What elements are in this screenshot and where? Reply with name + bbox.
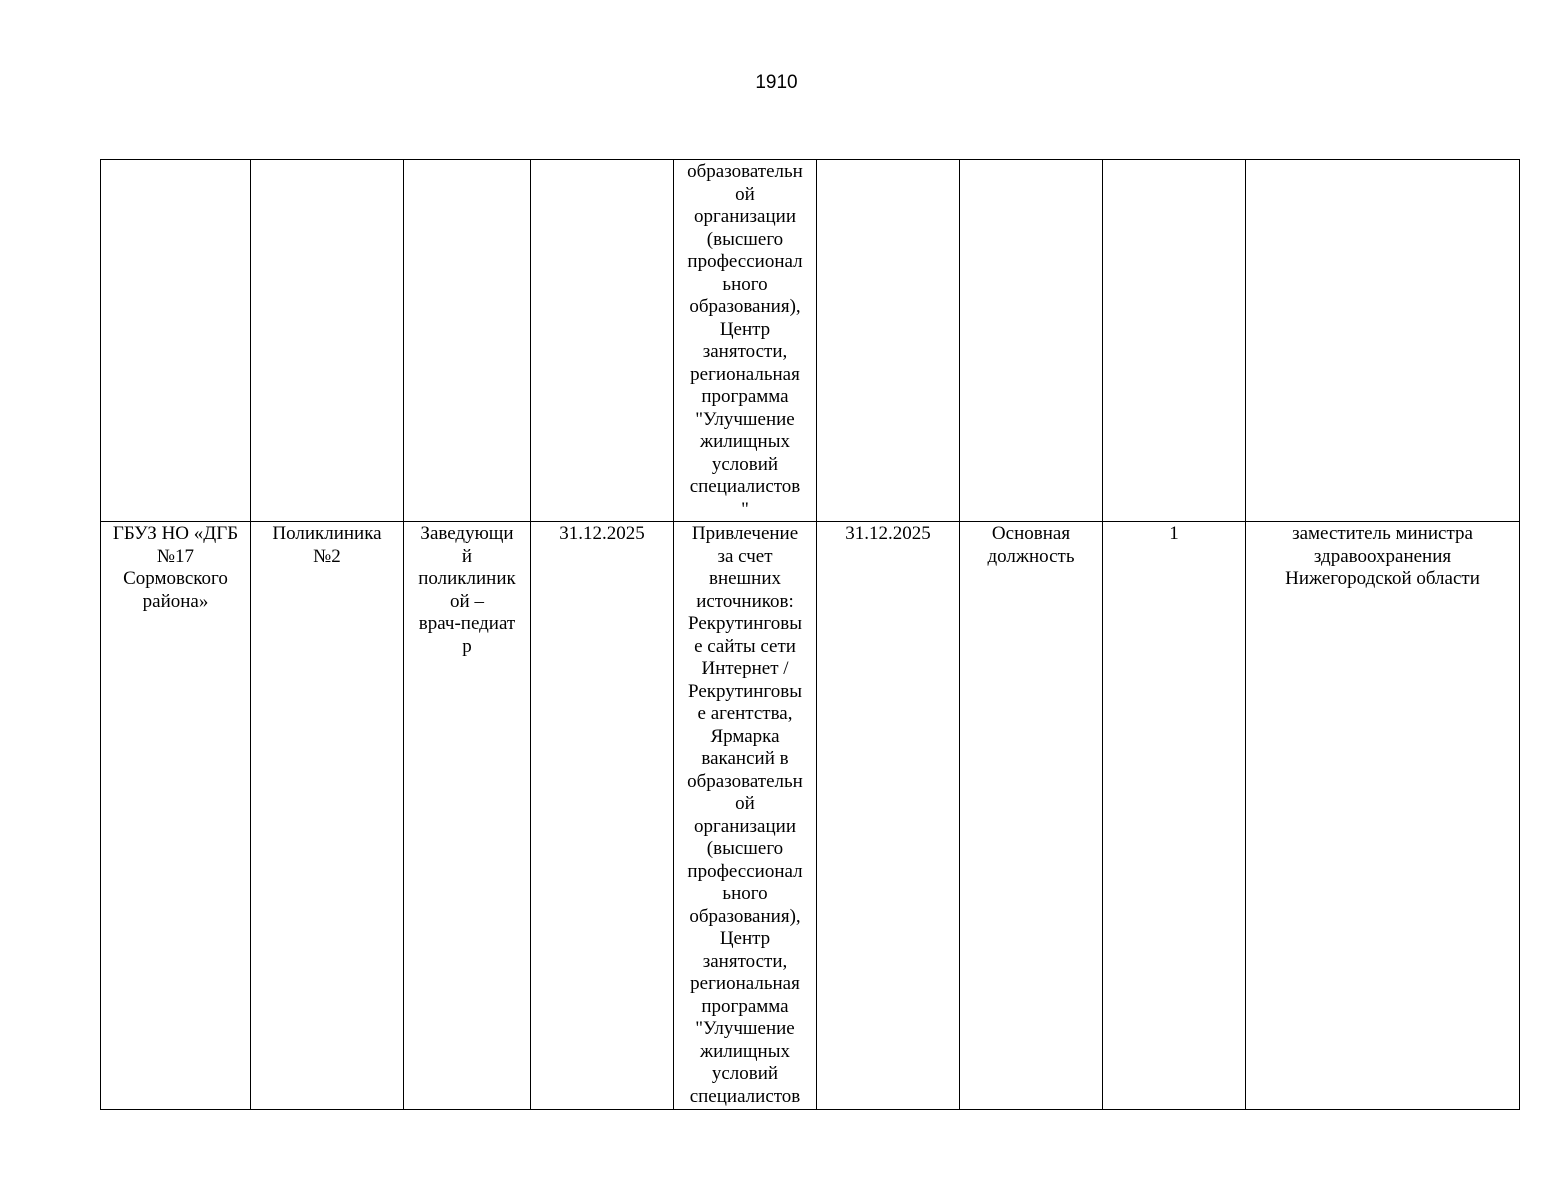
cell-deadline <box>817 160 960 522</box>
cell-responsible <box>1246 160 1520 522</box>
cell-organization <box>101 160 251 522</box>
cell-employment-type <box>960 160 1103 522</box>
page-number: 1910 <box>755 72 798 93</box>
cell-count: 1 <box>1103 522 1246 1110</box>
cell-position: Заведующи й поликлиник ой – врач-педиат р <box>404 522 531 1110</box>
cell-date: 31.12.2025 <box>531 522 674 1110</box>
cell-responsible: заместитель министра здравоохранения Нижегородской области <box>1246 522 1520 1110</box>
cell-date <box>531 160 674 522</box>
cell-department <box>251 160 404 522</box>
cell-recruitment-measures: образовательн ой организации (высшего профессионал ьного образования), Центр занятости, региональная программа "Улучшение жилищных условий специалистов " <box>674 160 817 522</box>
document-table <box>100 159 1520 1110</box>
cell-position <box>404 160 531 522</box>
table-row <box>101 522 1520 1110</box>
cell-count <box>1103 160 1246 522</box>
cell-employment-type: Основная должность <box>960 522 1103 1110</box>
cell-recruitment-measures: Привлечение за счет внешних источников: Рекрутинговы е сайты сети Интернет / Рекрутинговы е агентства, Ярмарка вакансий в образовательн ой организации (высшего профессионал ьного образования), Центр занятости, региональная программа "Улучшение жилищных условий специалистов <box>674 522 817 1110</box>
cell-department: Поликлиника №2 <box>251 522 404 1110</box>
cell-organization: ГБУЗ НО «ДГБ №17 Сормовского района» <box>101 522 251 1110</box>
cell-deadline: 31.12.2025 <box>817 522 960 1110</box>
table-row <box>101 160 1520 522</box>
